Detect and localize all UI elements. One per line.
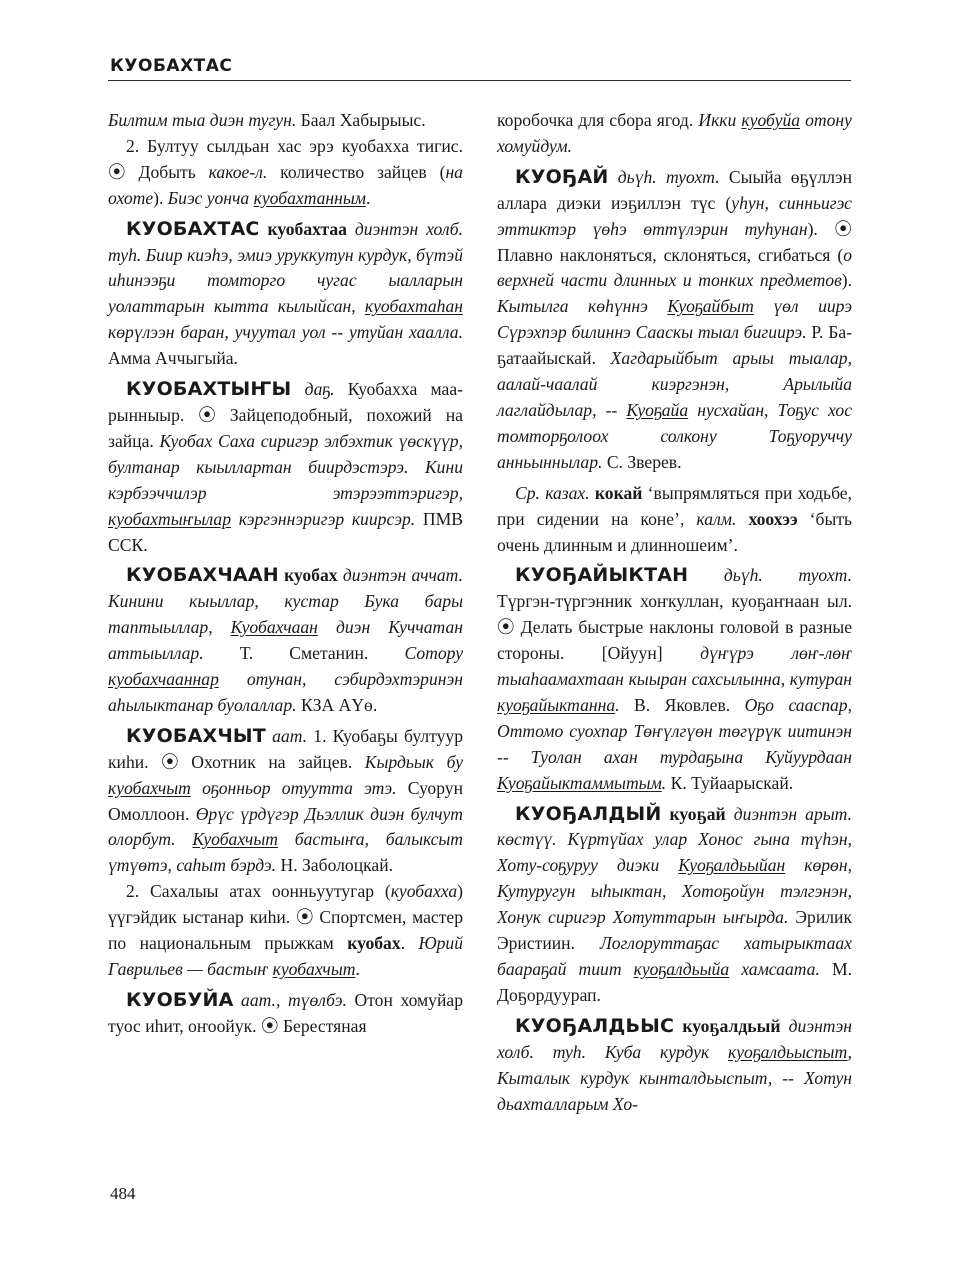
right-etymology: Ср. казах. кокай ‘выпрямляться при ходьбе, при сидении на коне’, калм. хоохээ ‘быть очень длинным и длинношеим’. bbox=[497, 482, 853, 555]
left-column bbox=[108, 108, 463, 1040]
entry-kuogaldys: КУОҔАЛДЬЫС куоҕалдьый диэнтэн холб. туһ. Куба курдук куоҕалдьыспыт, Кыталык курдук кынталдьыспыт, -- Хотун дьахталларым Хо- bbox=[497, 1014, 852, 1114]
entry-kuogaiyktan: КУОҔАЙЫКТАН дьүһ. туохт. Түргэн-түргэнник хоҥкуллан, куоҕаҥнаан ыл. ⦿ Делать быстрые наклоны головой в разные стороны. [Ойуун] дүҥүрэ лөҥ-лөҥ тыаһаамахтаан кыыран сахсылынна, кутуран куоҕайыктанна. В. Яковлев. Оҕо сааспар, Оттомо суохпар Төҥүлгүөн төгүрүк иитинэн -- Туолан ахан турдаҕына Куйуурдаан Куоҕайыктаммытым. К. Туйаарыскай. bbox=[497, 564, 853, 793]
left-sense-2: 2. Бултуу сылдьан хас эрэ куобахха тигис. ⦿ Добыть какое-л. количество зайцев (на охоте). Биэс уонча куобахтанным. bbox=[108, 135, 463, 208]
right-continuation: коробочка для сбора ягод. Икки куобуйа отону хомуйдум. bbox=[497, 110, 852, 156]
entry-kuobakhchyt: КУОБАХЧЫТ аат. 1. Куобаҕы бултуур киһи. ⦿ Охотник на зайцев. Кырдьык бу куобахчыт оҕонньор отуутта этэ. Суорун Омоллоон. Өрүс үрдүгэр Дьэллик диэн булчут олорбут. Куобахчыт бастыҥа, балыксыт үтүөтэ, саһыт бэрдэ. Н. Заболоцкай. bbox=[108, 724, 464, 876]
entry-kuogai: КУОҔАЙ дьүһ. туохт. Сыыйа өҕүллэн аллара диэки иэҕиллэн түс (уһун, синньигэс эттиктэр үөһэ өттүлэрин туһунан). ⦿ Плавно наклоняться, склоняться, сгибаться (о верхней части длинных и тонких предметов). Кытылга көһүннэ Куоҕайбыт үөл иирэ Сүрэхпэр билиннэ Сааскы тыал бигиирэ. Р. Баҕатаайыскай. Хагдарыйбыт арыы тыалар, аалай-чаалай киэргэнэн, Арылыйа лаглайдылар, -- Куоҕайа нусхайан, Тоҕус хос томторҕолоох солкону Тоҕуоруччу анньыннылар. С. Зверев. bbox=[497, 165, 853, 472]
entry-kuobuya: КУОБУЙА аат., түөлбэ. Отон хомуйар туос иһит, оҥоойук. ⦿ Берестяная bbox=[108, 988, 463, 1036]
left-continuation: Билтим тыа диэн тугун. Баал Хабырыыс. bbox=[108, 110, 426, 130]
right-column bbox=[497, 108, 852, 1117]
running-head: КУОБАХТАС bbox=[110, 56, 233, 76]
entry-kuobakhchaan: КУОБАХЧААН куобах диэнтэн аччат. Кинини кыыллар, кустар Бука бары таптыыллар, Куобахчаан диэн Куччатан аттыыллар. Т. Сметанин. Сотору куобахчааннар отунан, сэбирдэхтэринэн аһылыктанар буолаллар. КЗА АҮө. bbox=[108, 564, 463, 715]
entry-kuobakhtas: КУОБАХТАС куобахтаа диэнтэн холб. туһ. Биир киэһэ, эмиэ уруккутун курдук, бүтэй иһинээҕи томторго чугас ыалларын уолаттарын кытта кылыйсан, куобахтаһан көрүлээн баран, учуутал уол -- утуйан хаалла. Амма Аччыгыйа. bbox=[108, 217, 463, 369]
entry-kuobakhtyngy: КУОБАХТЫҤЫ даҕ. Куобахха маарынныыр. ⦿ Зайцеподобный, похожий на зайца. Куобах Саха сиригэр элбэхтик үөскүүр, бултанар кыыллартан биирдэстэрэ. Кини кэрбээччилэр этэрээттэригэр, куобахтыҥылар кэргэннэригэр киирсэр. ПМВ ССК. bbox=[108, 378, 464, 555]
entry-kuogaldyi: КУОҔАЛДЫЙ куоҕай диэнтэн арыт. көстүү. Күртүйах улар Хонос гына түһэн, Хоту-соҕуруу диэки Куоҕалдьыйан көрөн, Кутуругун ыһыктан, Хотоҕойун тэлгэнэн, Хонук сиригэр Хотуттарын ыҥырда. Эрилик Эристиин. Логлоруттаҕас хатырыктаах баараҕай тиит куоҕалдьыйа хамсаата. М. Доҕордуурап. bbox=[497, 802, 853, 1005]
page-number: 484 bbox=[110, 1184, 136, 1203]
header-rule bbox=[108, 80, 851, 81]
left-sense-2b: 2. Сахалыы атах оонньуутугар (куобахха) үүгэйдик ыстанар киһи. ⦿ Спортсмен, мастер по национальным прыжкам куобах. Юрий Гаврильев — бастыҥ куобахчыт. bbox=[108, 881, 463, 979]
